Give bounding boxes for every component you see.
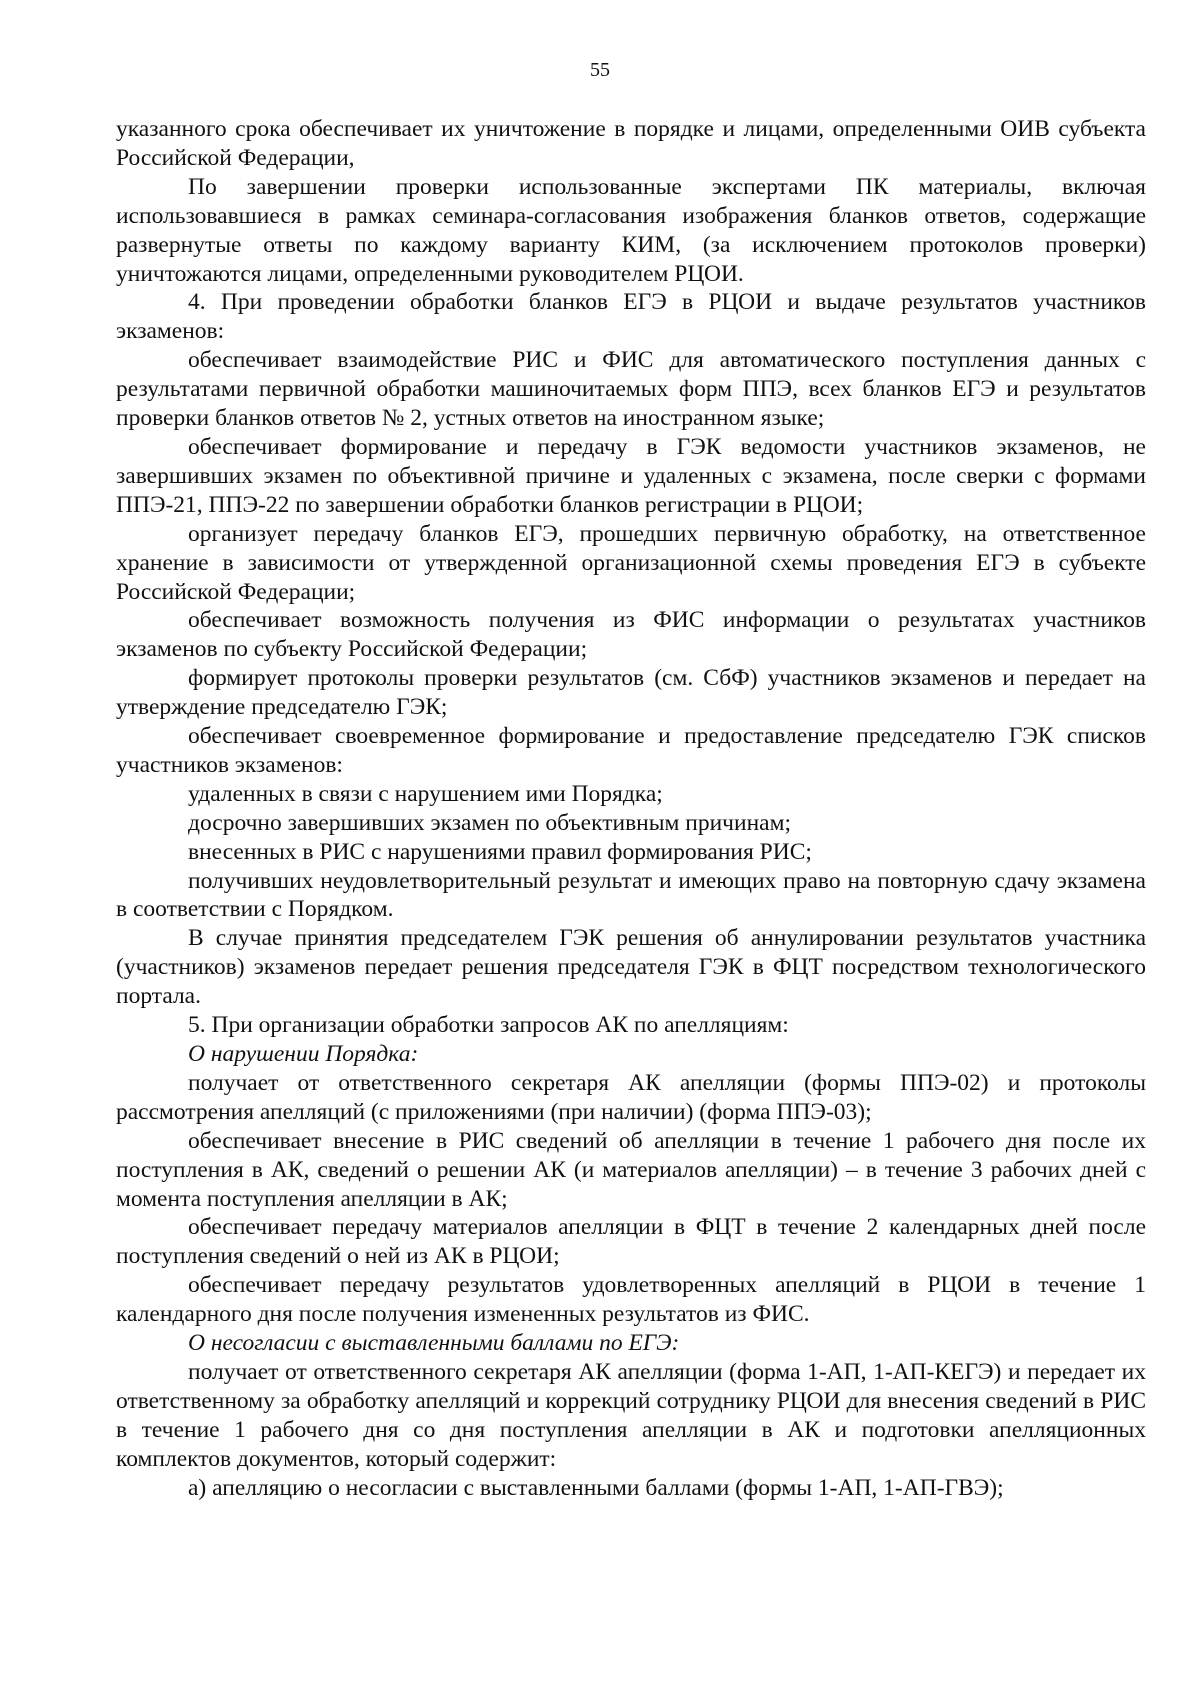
paragraph: По завершении проверки использованные экспертами ПК материалы, включая использовавшиеся в рамках семинара-согласования изображения бланков ответов, содержащие развернутые ответы по каждому варианту КИМ, (за исключением протоколов проверки) уничтожаются лицами, определенными руководителем РЦОИ.	[116, 173, 1146, 287]
paragraph: обеспечивает передачу материалов апелляции в ФЦТ в течение 2 календарных дней после поступления сведений о ней из АК в РЦОИ;	[116, 1214, 1146, 1270]
paragraph: получивших неудовлетворительный результат и имеющих право на повторную сдачу экзамена в соответствии с Порядком.	[116, 867, 1146, 923]
paragraph: 5. При организации обработки запросов АК по апелляциям:	[188, 1012, 789, 1039]
paragraph: обеспечивает возможность получения из ФИС информации о результатах участников экзаменов по субъекту Российской Федерации;	[116, 607, 1146, 663]
paragraph: удаленных в связи с нарушением ими Порядка;	[188, 780, 663, 807]
page-number: 55	[590, 59, 610, 81]
document-body	[116, 115, 1146, 1503]
paragraph: обеспечивает своевременное формирование и предоставление председателю ГЭК списков участников экзаменов:	[116, 723, 1146, 778]
paragraph: 4. При проведении обработки бланков ЕГЭ в РЦОИ и выдаче результатов участников экзаменов:	[116, 289, 1146, 345]
section-subheading: О нарушении Порядка:	[188, 1041, 419, 1067]
paragraph: а) апелляцию о несогласии с выставленными баллами (формы 1-АП, 1-АП-ГВЭ);	[188, 1474, 1004, 1501]
paragraph: обеспечивает взаимодействие РИС и ФИС для автоматического поступления данных с результатами первичной обработки машиночитаемых форм ППЭ, всех бланков ЕГЭ и результатов проверки бланков ответов № 2, устных ответов на иностранном языке;	[116, 347, 1146, 432]
paragraph: формирует протоколы проверки результатов (см. СбФ) участников экзаменов и передает на утверждение председателю ГЭК;	[116, 665, 1146, 721]
paragraph: В случае принятия председателем ГЭК решения об аннулировании результатов участника (участников) экзаменов передает решения председателя ГЭК в ФЦТ посредством технологического портала.	[116, 925, 1146, 1010]
paragraph: обеспечивает формирование и передачу в ГЭК ведомости участников экзаменов, не завершивших экзамен по объективной причине и удаленных с экзамена, после сверки с формами ППЭ-21, ППЭ-22 по завершении обработки бланков регистрации в РЦОИ;	[116, 433, 1146, 518]
paragraph: получает от ответственного секретаря АК апелляции (форма 1-АП, 1-АП-КЕГЭ) и передает их ответственному за обработку апелляций и коррекций сотруднику РЦОИ для внесения сведений в РИС в течение 1 рабочего дня со дня поступления апелляции в АК и подготовки апелляционных комплектов документов, который содержит:	[116, 1358, 1146, 1472]
paragraph: внесенных в РИС с нарушениями правил формирования РИС;	[188, 838, 812, 865]
paragraph: организует передачу бланков ЕГЭ, прошедших первичную обработку, на ответственное хранение в зависимости от утвержденной организационной схемы проведения ЕГЭ в субъекте Российской Федерации;	[116, 520, 1146, 605]
paragraph: указанного срока обеспечивает их уничтожение в порядке и лицами, определенными ОИВ субъекта Российской Федерации,	[116, 116, 1146, 171]
section-subheading: О несогласии с выставленными баллами по ЕГЭ:	[188, 1330, 680, 1357]
paragraph: получает от ответственного секретаря АК апелляции (формы ППЭ-02) и протоколы рассмотрения апелляций (с приложениями (при наличии) (форма ППЭ-03);	[116, 1069, 1146, 1125]
paragraph: обеспечивает передачу результатов удовлетворенных апелляций в РЦОИ в течение 1 календарного дня после получения измененных результатов из ФИС.	[116, 1272, 1146, 1328]
paragraph: досрочно завершивших экзамен по объективным причинам;	[188, 809, 791, 836]
paragraph: обеспечивает внесение в РИС сведений об апелляции в течение 1 рабочего дня после их поступления в АК, сведений о решении АК (и материалов апелляции) – в течение 3 рабочих дней с момента поступления апелляции в АК;	[116, 1127, 1146, 1212]
